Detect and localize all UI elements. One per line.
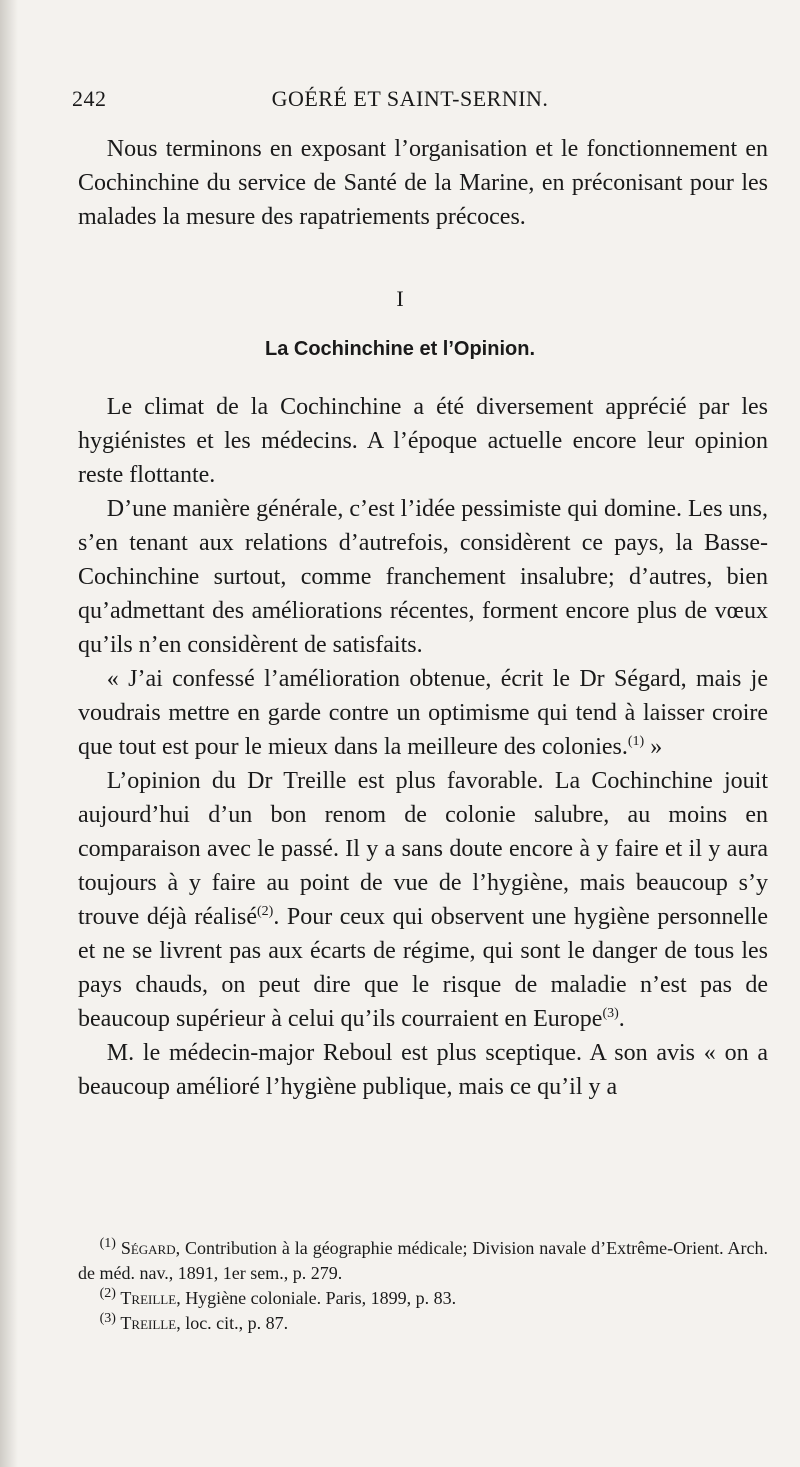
paragraph-4-part-b: . Pour ceux qui observent une hygiène personnelle et ne se livrent pas aux écarts de régime, qui sont le danger de tous les pays chauds, on peut dire que le risque de maladie n’est pas de beaucoup supérieur à celui qu’ils courraient en Europe <box>78 904 768 1032</box>
footnote-1-mark: (1) <box>99 1236 116 1251</box>
footnote-ref-3: (3) <box>602 1006 619 1021</box>
paragraph-4 <box>78 764 768 1036</box>
paragraph-4-part-a: L’opinion du Dr Treille est plus favorable. La Cochinchine jouit aujourd’hui d’un bon renom de colonie salubre, au moins en comparaison avec le passé. Il y a sans doute encore à y faire et il y aura toujours à y faire au point de vue de l’hygiène, mais beaucoup s’y trouve déjà réalisé <box>78 768 768 930</box>
footnote-2-mark: (2) <box>99 1286 116 1301</box>
paragraph-3 <box>78 662 768 764</box>
paragraph-1: Le climat de la Cochinchine a été diversement apprécié par les hygiénistes et les médecins. A l’époque actuelle encore leur opinion reste flottante. <box>78 394 768 488</box>
section-number: I <box>396 286 404 311</box>
footnote-ref-1: (1) <box>627 734 645 749</box>
running-head: GOÉRÉ ET SAINT-SERNIN. <box>271 86 549 111</box>
footnote-2-author: Treille <box>120 1288 177 1308</box>
paragraph-5: M. le médecin-major Reboul est plus sceptique. A son avis « on a beaucoup amélioré l’hygiène publique, mais ce qu’il y a <box>78 1040 768 1100</box>
footnote-2-text: , Hygiène coloniale. Paris, 1899, p. 83. <box>176 1288 457 1308</box>
paragraph-4-part-c: . <box>618 1006 625 1032</box>
section-title: La Cochinchine et l’Opinion. <box>264 338 535 360</box>
footnote-ref-2: (2) <box>257 904 274 919</box>
paragraph-2: D’une manière générale, c’est l’idée pessimiste qui domine. Les uns, s’en tenant aux relations d’autrefois, considèrent ce pays, la Basse-Cochinchine surtout, comme franchement insalubre; d’autres, bien qu’admettant des améliorations récentes, forment encore plus de vœux qu’ils n’en considèrent de satisfaits. <box>78 496 768 658</box>
footnote-3 <box>78 1311 768 1336</box>
section-body <box>78 390 768 1104</box>
footnote-1-author: Ségard <box>120 1238 176 1258</box>
page-header <box>60 86 760 116</box>
footnote-1 <box>78 1236 768 1286</box>
footnote-3-text: , loc. cit., p. 87. <box>176 1313 289 1333</box>
intro-paragraph <box>78 132 768 234</box>
footnotes <box>78 1236 768 1336</box>
footnote-3-mark: (3) <box>99 1311 116 1326</box>
page-number: 242 <box>72 86 107 111</box>
footnote-2 <box>78 1286 768 1311</box>
footnote-1-text: , Contribution à la géographie médicale; Division navale d’Extrême-Orient. Arch. de méd. nav., 1891, 1er sem., p. 279. <box>78 1238 768 1283</box>
footnote-3-author: Treille <box>120 1313 177 1333</box>
page-gutter-shadow <box>0 0 18 1467</box>
paragraph-3-text: « J’ai confessé l’amélioration obtenue, écrit le Dr Ségard, mais je voudrais mettre en garde contre un optimisme qui tend à laisser croire que tout est pour le mieux dans la meilleure des colonies. <box>78 666 768 760</box>
intro-text: Nous terminons en exposant l’organisation et le fonctionnement en Cochinchine du service de Santé de la Marine, en préconisant pour les malades la mesure des rapatriements précoces. <box>78 136 768 230</box>
paragraph-3-end: » <box>644 734 663 760</box>
